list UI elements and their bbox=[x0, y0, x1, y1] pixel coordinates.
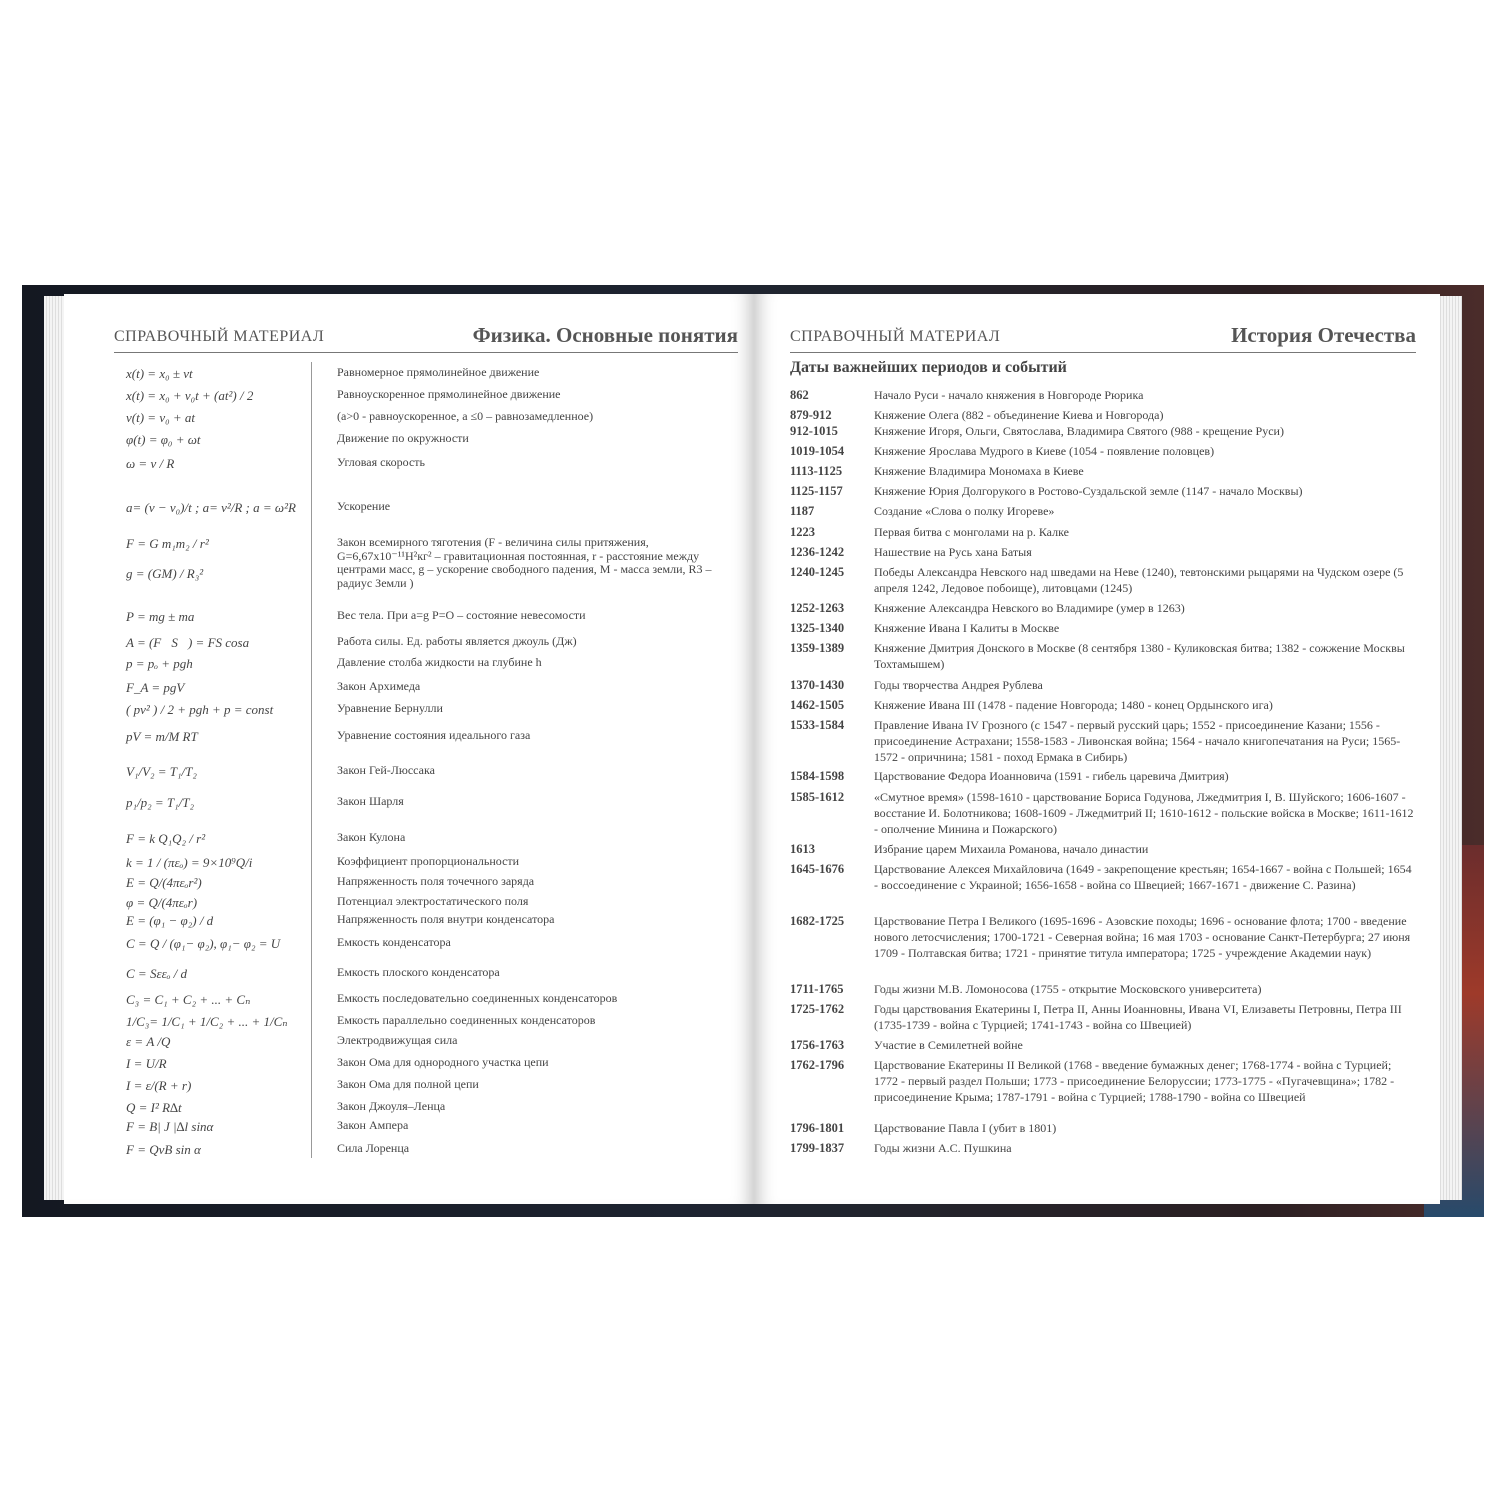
event-date: 1125-1157 bbox=[790, 484, 843, 498]
event-date: 879-912 bbox=[790, 408, 832, 422]
event-date: 1584-1598 bbox=[790, 769, 845, 783]
formula: P = mg ± ma bbox=[126, 609, 195, 624]
left-page-header bbox=[114, 322, 738, 353]
formula: v(t) = v₀ + at bbox=[126, 410, 195, 425]
formula: ω = v / R bbox=[126, 456, 175, 471]
event-date: 1223 bbox=[790, 525, 815, 539]
event-date: 1711-1765 bbox=[790, 982, 844, 996]
event-date: 912-1015 bbox=[790, 424, 838, 438]
formula-row bbox=[114, 1142, 744, 1164]
formula-description: Емкость конденсатора bbox=[337, 935, 451, 949]
event-text: Княжение Игоря, Ольги, Святослава, Владимира Святого (988 - крещение Руси) bbox=[874, 424, 1284, 438]
formula-row bbox=[114, 729, 744, 751]
event-date: 1613 bbox=[790, 842, 815, 856]
event-text: Княжение Олега (882 - объединение Киева и Новгорода) bbox=[874, 408, 1164, 422]
formula-description: Работа силы. Ед. работы является джоуль (Дж) bbox=[337, 634, 577, 648]
formula-row bbox=[114, 702, 744, 724]
formula-row bbox=[114, 366, 744, 388]
event-date: 1682-1725 bbox=[790, 914, 845, 928]
event-text: Избрание царем Михаила Романова, начало династии bbox=[874, 842, 1149, 856]
formula-row bbox=[114, 656, 744, 678]
formula-description: Закон Гей-Люссака bbox=[337, 763, 435, 777]
event-text: Начало Руси - начало княжения в Новгороде Рюрика bbox=[874, 388, 1144, 402]
formula-row bbox=[114, 966, 744, 988]
formula-row bbox=[114, 1119, 744, 1141]
formula: g = (GM) / R₃² bbox=[126, 566, 204, 581]
left-page-title: Физика. Основные понятия bbox=[472, 323, 738, 347]
formula: I = ε/(R + r) bbox=[126, 1078, 192, 1093]
formula: p = pₒ + pgh bbox=[126, 656, 193, 671]
formula: 1/C₃= 1/C₁ + 1/C₂ + ... + 1/Cₙ bbox=[126, 1014, 288, 1029]
event-text: Годы царствования Екатерины I, Петра II, Анны Иоанновны, Ивана VI, Елизаветы Петровны, Петра III (1735-1739 - война с Турцией; 1741-1743 - война со Швецией) bbox=[874, 1002, 1402, 1032]
event-date: 1240-1245 bbox=[790, 565, 845, 579]
formula-description: Емкость параллельно соединенных конденсаторов bbox=[337, 1013, 596, 1027]
right-page-title: История Отечества bbox=[1231, 323, 1416, 347]
formula-description: Емкость последовательно соединенных конденсаторов bbox=[337, 991, 618, 1005]
event-date: 1756-1763 bbox=[790, 1038, 845, 1052]
formula: φ = Q/(4πεₒr) bbox=[126, 895, 198, 910]
event-text: Создание «Слова о полку Игореве» bbox=[874, 504, 1055, 518]
formula-description: Закон Кулона bbox=[337, 830, 406, 844]
event-text: Годы творчества Андрея Рублева bbox=[874, 678, 1043, 692]
formula-row bbox=[114, 992, 744, 1014]
event-date: 1370-1430 bbox=[790, 678, 845, 692]
formula: ( pv² ) / 2 + pgh + p = const bbox=[126, 702, 274, 717]
formula: Q = I² R∆t bbox=[126, 1100, 182, 1115]
formula: V₁/V₂ = T₁/T₂ bbox=[126, 764, 197, 779]
formula-row bbox=[114, 936, 744, 958]
formula-description: Равномерное прямолинейное движение bbox=[337, 365, 540, 379]
formula: ε = A /Q bbox=[126, 1034, 171, 1049]
page-stack-left bbox=[44, 296, 66, 1200]
formula-description: (a>0 - равноускоренное, a ≤0 – равнозамедленное) bbox=[337, 409, 594, 423]
formula-description: Закон Архимеда bbox=[337, 679, 421, 693]
event-date: 1019-1054 bbox=[790, 444, 845, 458]
formula-row bbox=[114, 432, 744, 454]
formula: F_A = pgV bbox=[126, 680, 185, 695]
formula-row bbox=[114, 388, 744, 410]
formula-description: Вес тела. При a=g P=O – состояние невесомости bbox=[337, 608, 586, 622]
formula: C₃ = C₁ + C₂ + ... + Cₙ bbox=[126, 992, 251, 1007]
right-section-label: СПРАВОЧНЫЙ МАТЕРИАЛ bbox=[790, 328, 1001, 345]
event-text: Княжение Александра Невского во Владимире (умер в 1263) bbox=[874, 601, 1185, 615]
event-text: Царствование Федора Иоанновича (1591 - гибель царевича Дмитрия) bbox=[874, 769, 1229, 783]
formula: a= (v − v₀)/t ; a= v²/R ; a = ω²R bbox=[126, 500, 296, 515]
formula-row bbox=[114, 680, 744, 702]
event-text: Царствование Екатерины II Великой (1768 - введение бумажных денег; 1768-1774 - война с Турцией; 1772 - первый раздел Польши; 1773 - присоединение Белоруссии; 1773-1775 - «Пугачевщина»; 1782 - присоединение Крыма; 1787-1791 - война с Турцией; 1788-1790 - война со Швецией bbox=[874, 1058, 1395, 1104]
formula-row bbox=[114, 1078, 744, 1100]
event-date: 1645-1676 bbox=[790, 862, 845, 876]
event-date: 1359-1389 bbox=[790, 641, 845, 655]
event-text: Нашествие на Русь хана Батыя bbox=[874, 545, 1032, 559]
event-text: Первая битва с монголами на р. Калке bbox=[874, 525, 1069, 539]
event-date: 1799-1837 bbox=[790, 1141, 845, 1155]
event-date: 862 bbox=[790, 388, 809, 402]
formula-description: Закон Ампера bbox=[337, 1118, 409, 1132]
formula: p₁/p₂ = T₁/T₂ bbox=[126, 795, 195, 810]
formula-description: Равноускоренное прямолинейное движение bbox=[337, 387, 561, 401]
formula-row bbox=[114, 566, 744, 588]
formula-row bbox=[114, 500, 744, 522]
formula: φ(t) = φ₀ + ωt bbox=[126, 432, 201, 447]
formula-description: Закон Джоуля–Ленца bbox=[337, 1099, 446, 1113]
event-text: Княжение Дмитрия Донского в Москве (8 сентября 1380 - Куликовская битва; 1382 - сожжение Москвы Тохтамышем) bbox=[874, 641, 1405, 671]
formula: F = k Q₁Q₂ / r² bbox=[126, 831, 206, 846]
formula: F = G m₁m₂ / r² bbox=[126, 536, 209, 551]
event-text: Княжение Ивана I Калиты в Москве bbox=[874, 621, 1060, 635]
event-text: Победы Александра Невского над шведами на Неве (1240), тевтонскими рыцарями на Чудском озере (5 апреля 1242, Ледовое побоище), литовцами (1245) bbox=[874, 565, 1404, 595]
event-text: Годы жизни М.В. Ломоносова (1755 - открытие Московского университета) bbox=[874, 982, 1262, 996]
event-text: Правление Ивана IV Грозного (с 1547 - первый русский царь; 1552 - присоединение Казани; 1556 - присоединение Астрахани; 1558-1583 - Ливонская война; 1564 - начало книгопечатания на Руси; 1565-1572 - опричнина; 1581 - поход Ермака в Сибирь) bbox=[874, 718, 1401, 764]
formula-row bbox=[114, 456, 744, 478]
formula: x(t) = x₀ ± vt bbox=[126, 366, 193, 381]
formula: A = (F⃗S⃗) = FS cosa bbox=[126, 635, 250, 650]
formula: x(t) = x₀ + v₀t + (at²) / 2 bbox=[126, 388, 254, 403]
formula: E = Q/(4πεₒr²) bbox=[126, 875, 202, 890]
event-text: Годы жизни А.С. Пушкина bbox=[874, 1141, 1012, 1155]
formula-description: Электродвижущая сила bbox=[337, 1033, 458, 1047]
formula-description: Закон Шарля bbox=[337, 794, 404, 808]
event-text: Царствование Павла I (убит в 1801) bbox=[874, 1121, 1057, 1135]
formula-description: Движение по окружности bbox=[337, 431, 469, 445]
event-date: 1113-1125 bbox=[790, 464, 843, 478]
event-text: «Смутное время» (1598-1610 - царствование Бориса Годунова, Лжедмитрия I, В. Шуйского; 1606-1607 - восстание И. Болотникова; 1608-1609 - Лжедмитрий II; 1610-1612 - польские войска в Москве; 1611-1612 - ополчение Минина и Пожарского) bbox=[874, 790, 1414, 836]
history-subtitle: Даты важнейших периодов и событий bbox=[790, 359, 1067, 376]
formula-row bbox=[114, 913, 744, 935]
event-date: 1796-1801 bbox=[790, 1121, 845, 1135]
event-text: Княжение Владимира Мономаха в Киеве bbox=[874, 464, 1084, 478]
event-text: Княжение Юрия Долгорукого в Ростово-Суздальской земле (1147 - начало Москвы) bbox=[874, 484, 1303, 498]
event-date: 1762-1796 bbox=[790, 1058, 845, 1072]
formula-row bbox=[114, 1056, 744, 1078]
formula-description: Закон всемирного тяготения (F - величина силы притяжения, G=6,67x10⁻¹¹Н²кг² – гравитационная постоянная, r - расстояние между центрами масс, g – ускорение свободного падения, М - масса земли, R3 – радиус Земли ) bbox=[337, 535, 712, 590]
left-section-label: СПРАВОЧНЫЙ МАТЕРИАЛ bbox=[114, 328, 325, 345]
formula: C = Sεεₒ / d bbox=[126, 966, 188, 981]
event-date: 1325-1340 bbox=[790, 621, 845, 635]
formula-row bbox=[114, 831, 744, 853]
formula-description: Емкость плоского конденсатора bbox=[337, 965, 500, 979]
event-date: 1533-1584 bbox=[790, 718, 845, 732]
page-stack-right bbox=[1440, 296, 1462, 1200]
formula-row bbox=[114, 410, 744, 432]
formula-description: Уравнение состояния идеального газа bbox=[337, 728, 531, 742]
formula: F = QvB sin α bbox=[126, 1142, 201, 1157]
event-date: 1725-1762 bbox=[790, 1002, 845, 1016]
event-date: 1252-1263 bbox=[790, 601, 845, 615]
formula-description: Закон Ома для однородного участка цепи bbox=[337, 1055, 549, 1069]
event-text: Участие в Семилетней войне bbox=[874, 1038, 1023, 1052]
event-text: Царствование Петра I Великого (1695-1696 - Азовские походы; 1696 - основание флота; 1700 - введение нового летосчисления; 1700-1721 - Северная война; 16 мая 1703 - основание Санкт-Петербурга; 27 июня 1709 - Полтавская битва; 1721 - принятие титула императора; 1725 - учреждение Академии наук) bbox=[874, 914, 1411, 960]
event-date: 1236-1242 bbox=[790, 545, 845, 559]
formula: E = (φ₁ − φ₂) / d bbox=[126, 913, 214, 928]
formula-description: Угловая скорость bbox=[337, 455, 425, 469]
formula-description: Давление столба жидкости на глубине h bbox=[337, 655, 542, 669]
event-text: Царствование Алексея Михайловича (1649 - закрепощение крестьян; 1654-1667 - война с Польшей; 1654 - воссоединение с Украиной; 1656-1658 - война со Швецией; 1667-1671 - движение С. Разина) bbox=[874, 862, 1412, 892]
formula-description: Закон Ома для полной цепи bbox=[337, 1077, 479, 1091]
formula: F = B| J |∆l sinα bbox=[126, 1119, 214, 1134]
formula: C = Q / (φ₁− φ₂), φ₁− φ₂ = U bbox=[126, 936, 281, 951]
formula: k = 1 / (πεₒ) = 9×10⁹Q/i bbox=[126, 855, 253, 870]
formula-description: Ускорение bbox=[337, 499, 391, 513]
formula: pV = m/M RT bbox=[126, 729, 198, 744]
formula-row bbox=[114, 635, 744, 657]
event-date: 1187 bbox=[790, 504, 815, 518]
formula-row bbox=[114, 764, 744, 786]
event-text: Княжение Ярослава Мудрого в Киеве (1054 - появление половцев) bbox=[874, 444, 1215, 458]
formula-description: Напряженность поля точечного заряда bbox=[337, 874, 535, 888]
formula-description: Коэффициент пропорциональности bbox=[337, 854, 520, 868]
event-date: 1585-1612 bbox=[790, 790, 845, 804]
formula-description: Сила Лоренца bbox=[337, 1141, 410, 1155]
right-page-header bbox=[790, 322, 1416, 353]
formula-row bbox=[114, 795, 744, 817]
formula-description: Уравнение Бернулли bbox=[337, 701, 443, 715]
event-date: 1462-1505 bbox=[790, 698, 845, 712]
event-text: Княжение Ивана III (1478 - падение Новгорода; 1480 - конец Ордынского ига) bbox=[874, 698, 1273, 712]
formula-row bbox=[114, 1034, 744, 1056]
formula-description: Напряженность поля внутри конденсатора bbox=[337, 912, 555, 926]
formula: I = U/R bbox=[126, 1056, 167, 1071]
formula-row bbox=[114, 609, 744, 631]
formula-description: Потенциал электростатического поля bbox=[337, 894, 529, 908]
